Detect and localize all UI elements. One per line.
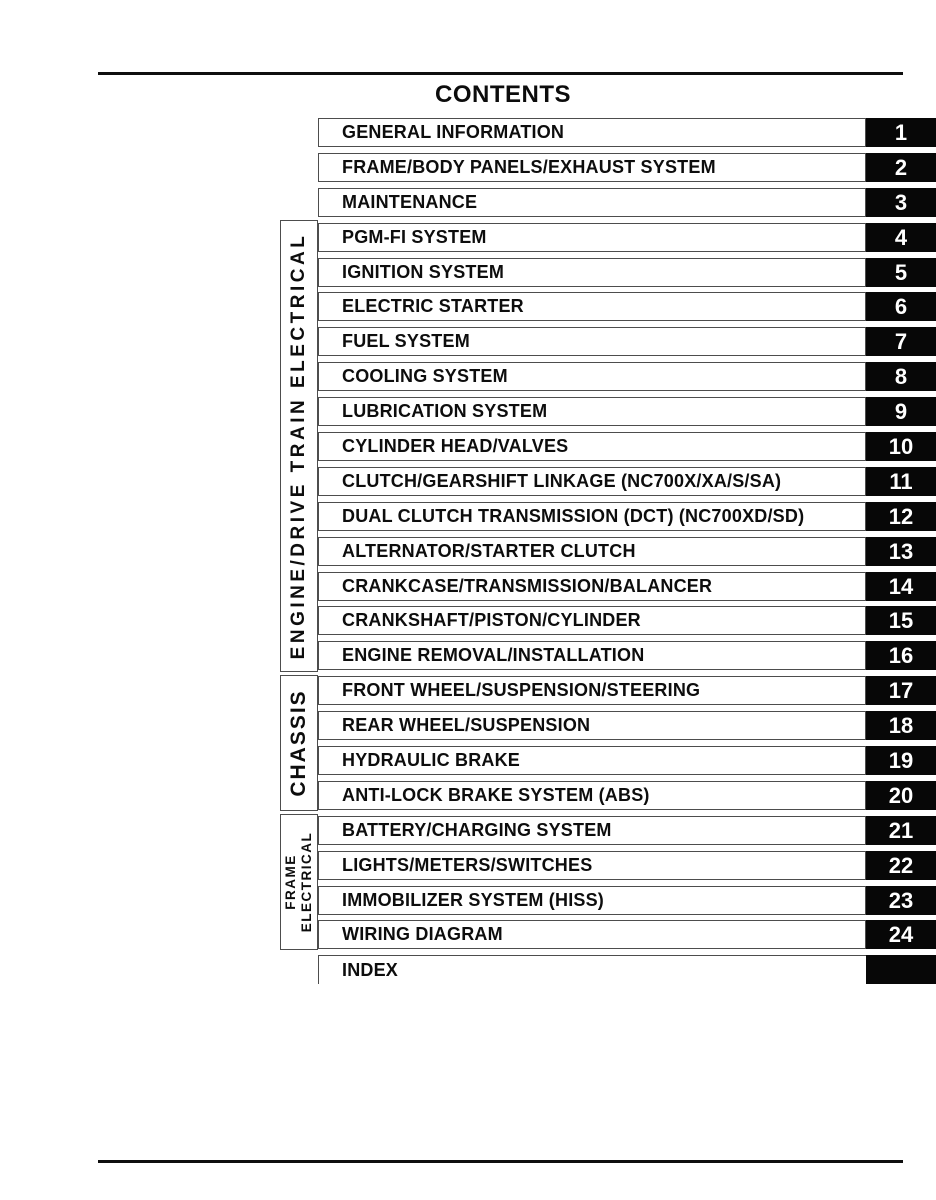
section-label-frame-line2: ELECTRICAL: [299, 831, 314, 933]
chapter-cell: [318, 711, 866, 740]
toc-row: [318, 606, 936, 635]
chapter-cell: [318, 432, 866, 461]
toc-row: [318, 188, 936, 217]
toc-row: [318, 223, 936, 252]
chapter-cell: [318, 537, 866, 566]
chapter-title: MAINTENANCE: [342, 191, 478, 212]
chapter-title: WIRING DIAGRAM: [342, 924, 503, 945]
section-box-engine-drive-train-electrical: [280, 220, 318, 672]
toc-row: [318, 362, 936, 391]
chapter-title: LIGHTS/METERS/SWITCHES: [342, 854, 593, 875]
toc-row: [318, 153, 936, 182]
chapter-number-badge: 16: [866, 641, 936, 670]
chapter-cell: [318, 606, 866, 635]
toc-row: [318, 920, 936, 949]
toc-row: [318, 886, 936, 915]
toc-row: [318, 746, 936, 775]
section-box-chassis: [280, 675, 318, 811]
chapter-number-badge: 22: [866, 851, 936, 880]
chapter-number-badge: 11: [866, 467, 936, 496]
section-label-chassis: CHASSIS: [287, 689, 310, 797]
toc-row: [318, 292, 936, 321]
chapter-number-badge: 4: [866, 223, 936, 252]
toc-row: [318, 851, 936, 880]
chapter-title: REAR WHEEL/SUSPENSION: [342, 715, 591, 736]
chapter-cell: [318, 886, 866, 915]
toc-row: [318, 641, 936, 670]
chapter-cell: [318, 223, 866, 252]
toc-row: [318, 432, 936, 461]
chapter-title: FRAME/BODY PANELS/EXHAUST SYSTEM: [342, 156, 716, 177]
chapter-title: CLUTCH/GEARSHIFT LINKAGE (NC700X/XA/S/SA): [342, 470, 782, 491]
toc-row: [318, 118, 936, 147]
chapter-cell: [318, 816, 866, 845]
chapter-number-badge: 13: [866, 537, 936, 566]
chapter-number-badge: 10: [866, 432, 936, 461]
page-title: CONTENTS: [435, 81, 571, 108]
chapter-number-badge: 6: [866, 292, 936, 321]
section-label-frame-line1: FRAME: [283, 854, 298, 910]
chapter-number-badge: 14: [866, 572, 936, 601]
section-box-frame-electrical: [280, 814, 318, 950]
chapter-title: HYDRAULIC BRAKE: [342, 750, 520, 771]
toc-row: [318, 711, 936, 740]
chapter-title: CRANKCASE/TRANSMISSION/BALANCER: [342, 575, 713, 596]
chapter-cell: [318, 746, 866, 775]
chapter-number-badge: 21: [866, 816, 936, 845]
chapter-number-badge: 3: [866, 188, 936, 217]
toc-row-index: [318, 955, 936, 984]
chapter-title: GENERAL INFORMATION: [342, 122, 565, 142]
chapter-cell: [318, 502, 866, 531]
chapter-title: ALTERNATOR/STARTER CLUTCH: [342, 540, 636, 561]
chapter-cell: [318, 362, 866, 391]
chapter-number-badge: 23: [866, 886, 936, 915]
toc-row: [318, 467, 936, 496]
chapter-cell: [318, 188, 866, 217]
chapter-cell: [318, 397, 866, 426]
chapter-title: DUAL CLUTCH TRANSMISSION (DCT) (NC700XD/SD): [342, 505, 805, 526]
chapter-title: LUBRICATION SYSTEM: [342, 401, 548, 422]
chapter-cell: [318, 676, 866, 705]
toc-row: [318, 572, 936, 601]
chapter-cell: [318, 292, 866, 321]
chapter-number-badge: 19: [866, 746, 936, 775]
chapter-cell: [318, 258, 866, 287]
chapter-cell: [318, 572, 866, 601]
chapter-number-badge: [866, 955, 936, 984]
chapter-number-badge: 7: [866, 327, 936, 356]
chapter-number-badge: 12: [866, 502, 936, 531]
chapter-number-badge: 9: [866, 397, 936, 426]
chapter-cell: [318, 641, 866, 670]
chapter-title: ENGINE REMOVAL/INSTALLATION: [342, 645, 645, 666]
chapter-cell: [318, 781, 866, 810]
chapter-number-badge: 24: [866, 920, 936, 949]
toc-row: [318, 781, 936, 810]
chapter-cell: [318, 118, 866, 147]
chapter-cell: [318, 327, 866, 356]
chapter-title: CRANKSHAFT/PISTON/CYLINDER: [342, 610, 641, 631]
toc-row: [318, 816, 936, 845]
toc-list: [318, 118, 936, 990]
chapter-cell: [318, 851, 866, 880]
chapter-number-badge: 1: [866, 118, 936, 147]
chapter-title: BATTERY/CHARGING SYSTEM: [342, 819, 612, 840]
chapter-cell: [318, 920, 866, 949]
chapter-title: PGM-FI SYSTEM: [342, 226, 487, 247]
toc-row: [318, 502, 936, 531]
chapter-number-badge: 15: [866, 606, 936, 635]
chapter-title: ANTI-LOCK BRAKE SYSTEM (ABS): [342, 784, 650, 805]
chapter-title: CYLINDER HEAD/VALVES: [342, 436, 569, 457]
chapter-title: FUEL SYSTEM: [342, 331, 470, 352]
section-label-frame-electrical: [283, 832, 315, 933]
horizontal-rule-bottom: [98, 1160, 903, 1163]
chapter-title: IMMOBILIZER SYSTEM (HISS): [342, 889, 605, 910]
chapter-cell: [318, 955, 866, 984]
toc-row: [318, 327, 936, 356]
chapter-number-badge: 20: [866, 781, 936, 810]
chapter-title: IGNITION SYSTEM: [342, 261, 505, 282]
toc-row: [318, 676, 936, 705]
chapter-number-badge: 18: [866, 711, 936, 740]
chapter-number-badge: 8: [866, 362, 936, 391]
chapter-number-badge: 2: [866, 153, 936, 182]
toc-row: [318, 537, 936, 566]
chapter-number-badge: 17: [866, 676, 936, 705]
chapter-cell: [318, 153, 866, 182]
chapter-title: INDEX: [342, 959, 399, 980]
chapter-title: ELECTRIC STARTER: [342, 296, 524, 317]
chapter-number-badge: 5: [866, 258, 936, 287]
toc-row: [318, 397, 936, 426]
chapter-cell: [318, 467, 866, 496]
chapter-title: COOLING SYSTEM: [342, 366, 508, 387]
chapter-title: FRONT WHEEL/SUSPENSION/STEERING: [342, 680, 701, 701]
toc-row: [318, 258, 936, 287]
horizontal-rule-top: [98, 72, 903, 75]
section-label-engine-drive-train-electrical: ENGINE/DRIVE TRAIN ELECTRICAL: [288, 232, 309, 660]
